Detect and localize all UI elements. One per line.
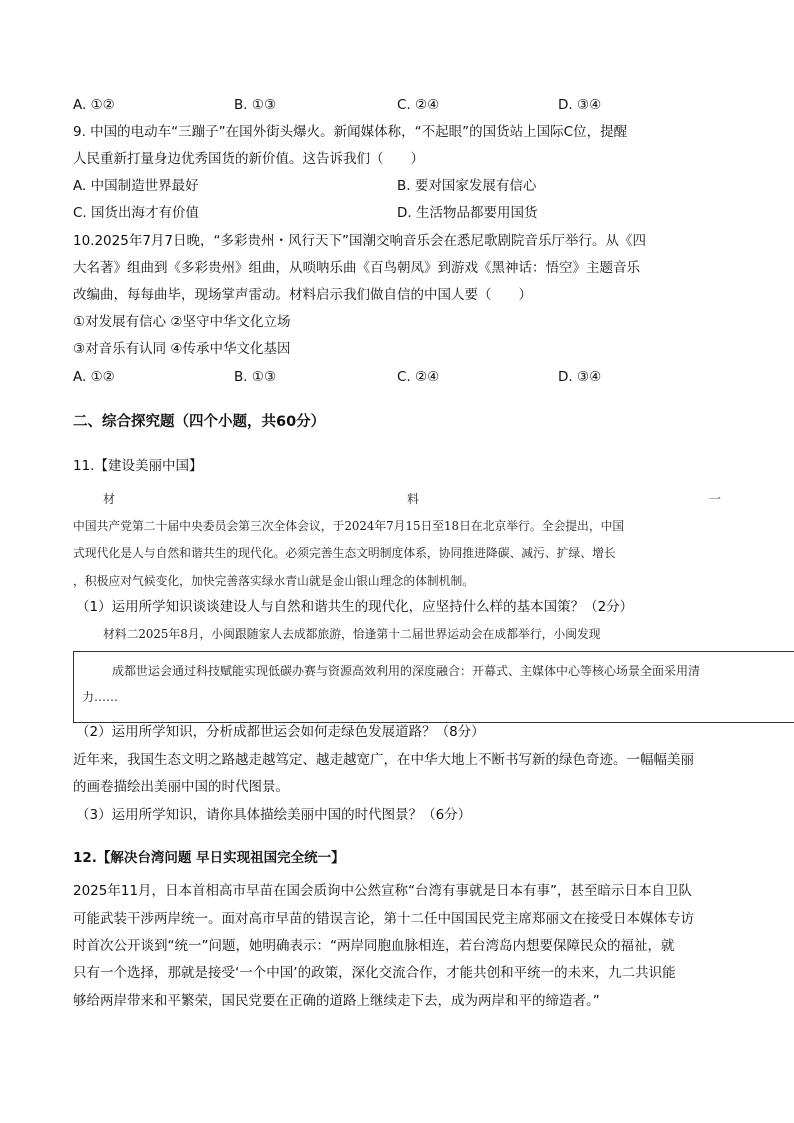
q11-question1: （1）运用所学知识谈谈建设人与自然和谐共生的现代化，应坚持什么样的基本国策？（2分） xyxy=(76,599,634,615)
q11-question3: （3）运用所学知识，请你具体描绘美丽中国的时代图景？（6分） xyxy=(76,807,472,823)
q8-option-a: A. ①② xyxy=(73,97,115,113)
q10-stem-line1: 10.2025年7月7日晚，“多彩贵州・风行天下”国潮交响音乐会在悉尼歌剧院音乐厅举行。从《四 xyxy=(73,233,646,249)
q11-heading: 11.【建设美丽中国】 xyxy=(73,458,203,474)
q10-stem-line3: 改编曲，每每曲毕，现场掌声雷动。材料启示我们做自信的中国人要（ ） xyxy=(73,287,532,303)
q10-option-b: B. ①③ xyxy=(234,369,277,385)
q9-stem-line1: 9. 中国的电动车“三蹦子”在国外街头爆火。新闻媒体称，“不起眼”的国货站上国际C位，提醒 xyxy=(73,124,628,140)
q10-option-d: D. ③④ xyxy=(558,369,602,385)
q9-option-b: B. 要对国家发展有信心 xyxy=(397,178,537,194)
material1-line2: 式现代化是人与自然和谐共生的现代化。必须完善生态文明制度体系，协同推进降碳、减污、扩绿、增长 xyxy=(73,546,616,560)
q10-item-line2: ③对音乐有认同 ④传承中华文化基因 xyxy=(73,341,291,357)
material1-label-char1: 材 xyxy=(103,492,116,506)
q9-option-a: A. 中国制造世界最好 xyxy=(73,178,199,194)
material1-line3: ，积极应对气候变化，加快完善落实绿水青山就是金山银山理念的体制机制。 xyxy=(73,574,475,588)
box-line2: 力…… xyxy=(82,690,119,704)
section-title: 二、综合探究题（四个小题，共60分） xyxy=(73,414,326,430)
material2-line: 材料二2025年8月，小闽跟随家人去成都旅游，恰逢第十二届世界运动会在成都举行，小闽发现 xyxy=(103,627,601,641)
q9-option-d: D. 生活物品都要用国货 xyxy=(397,205,538,221)
q8-option-d: D. ③④ xyxy=(558,97,602,113)
q10-stem-line2: 大名著》组曲到《多彩贵州》组曲，从唢呐乐曲《百鸟朝凤》到游戏《黑神话：悟空》主题音乐 xyxy=(73,260,640,276)
q12-line3: 时首次公开谈到“统一”问题，她明确表示：“两岸同胞血脉相连，若台湾岛内想要保障民众的福祉，就 xyxy=(73,938,675,954)
q11-question2: （2）运用所学知识，分析成都世运会如何走绿色发展道路？（8分） xyxy=(76,724,485,740)
box-line1: 成都世运会通过科技赋能实现低碳办赛与资源高效利用的深度融合：开幕式、主媒体中心等核心场景全面采用清 xyxy=(112,664,701,678)
q9-stem-line2: 人民重新打量身边优秀国货的新价值。这告诉我们（ ） xyxy=(73,151,424,167)
q10-option-c: C. ②④ xyxy=(397,369,440,385)
q10-option-a: A. ①② xyxy=(73,369,115,385)
q8-option-b: B. ①③ xyxy=(234,97,277,113)
material3-line1: 近年来，我国生态文明之路越走越笃定、越走越宽广，在中华大地上不断书写新的绿色奇迹。一幅幅美丽 xyxy=(73,752,694,768)
material1-line1: 中国共产党第二十届中央委员会第三次全体会议，于2024年7月15日至18日在北京举行。全会提出，中国 xyxy=(73,519,625,533)
material2-quote-box xyxy=(73,651,794,723)
q9-option-c: C. 国货出海才有价值 xyxy=(73,205,200,221)
q8-option-c: C. ②④ xyxy=(397,97,440,113)
q12-heading: 12.【解决台湾问题 早日实现祖国完全统一】 xyxy=(73,850,345,866)
material3-line2: 的画卷描绘出美丽中国的时代图景。 xyxy=(73,779,289,795)
q12-line1: 2025年11月，日本首相高市早苗在国会质询中公然宣称“台湾有事就是日本有事”，甚至暗示日本自卫队 xyxy=(73,883,693,899)
q10-item-line1: ①对发展有信心 ②坚守中华文化立场 xyxy=(73,314,291,330)
q12-line5: 够给两岸带来和平繁荣，国民党要在正确的道路上继续走下去，成为两岸和平的缔造者。” xyxy=(73,993,600,1009)
material1-label-char3: 一 xyxy=(709,492,722,506)
material1-label-char2: 料 xyxy=(407,492,420,506)
q12-line4: 只有一个选择，那就是接受‘一个中国’的政策，深化交流合作，才能共创和平统一的未来，九二共识能 xyxy=(73,965,676,981)
q12-line2: 可能武装干涉两岸统一。面对高市早苗的错误言论，第十二任中国国民党主席郑丽文在接受日本媒体专访 xyxy=(73,911,694,927)
